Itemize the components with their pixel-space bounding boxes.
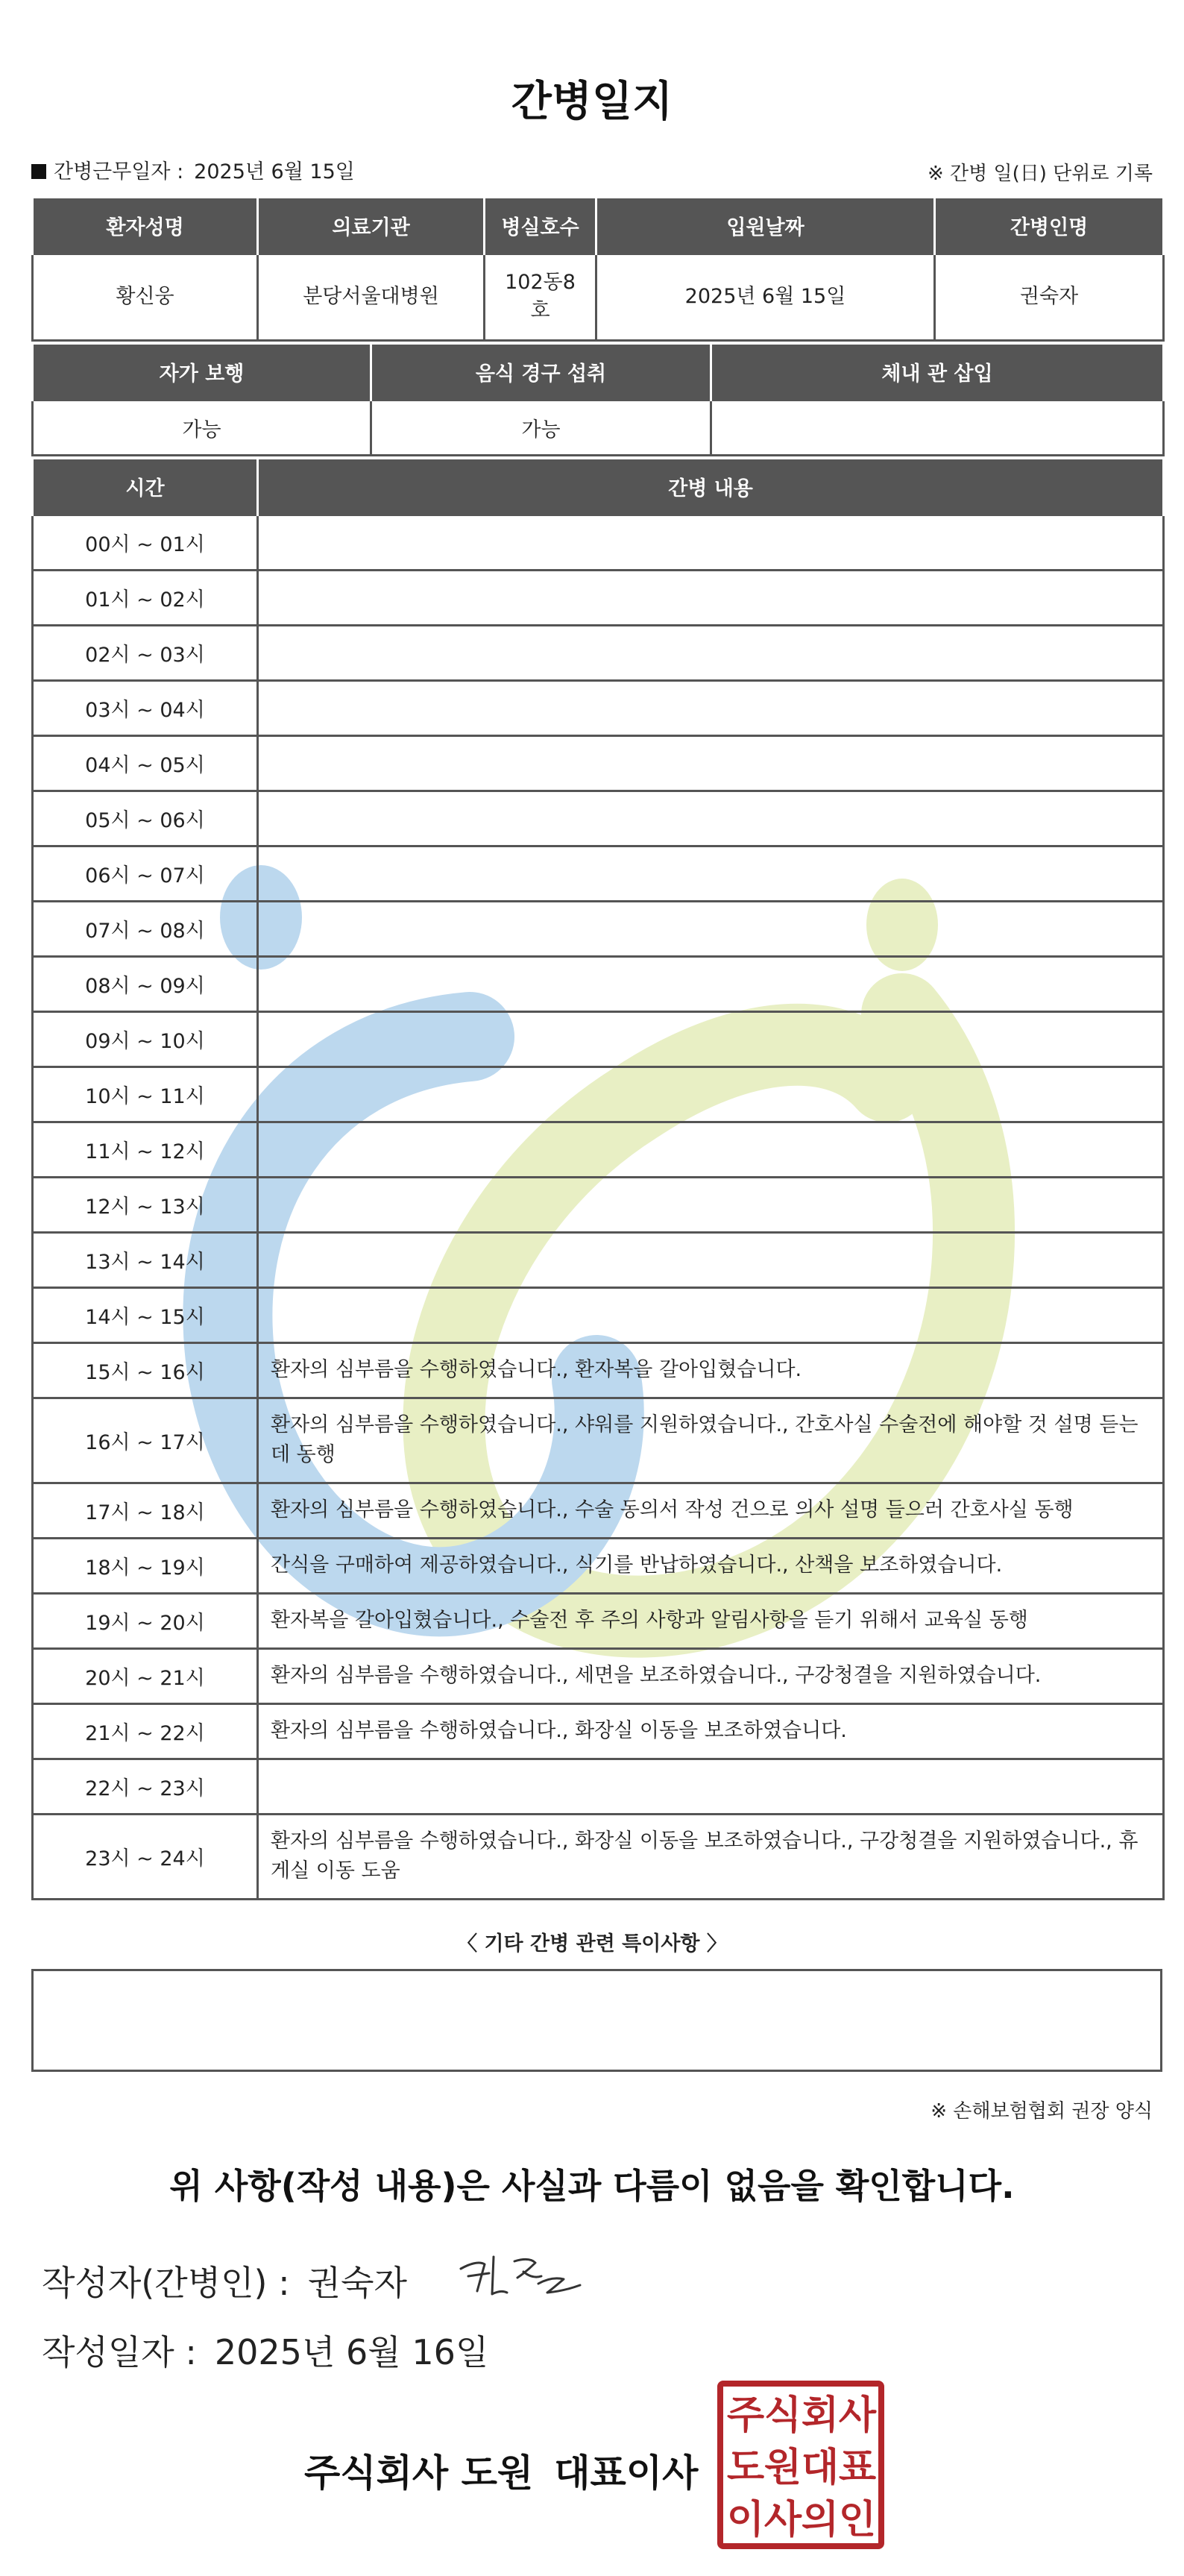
oral-intake-status: 가능	[371, 400, 711, 455]
time-slot: 12시 ~ 13시	[33, 1177, 258, 1232]
svg-text:식: 식	[763, 2393, 802, 2438]
tube-status	[711, 400, 1164, 455]
time-slot: 08시 ~ 09시	[33, 956, 258, 1011]
time-slot: 01시 ~ 02시	[33, 570, 258, 625]
header-room: 병실호수	[485, 198, 596, 254]
svg-text:의: 의	[801, 2498, 840, 2542]
time-slot: 20시 ~ 21시	[33, 1648, 258, 1703]
header-walking: 자가 보행	[33, 345, 371, 400]
table-row	[33, 846, 1164, 901]
confirmation-statement: 위 사항(작성 내용)은 사실과 다름이 없음을 확인합니다.	[169, 2166, 1015, 2206]
svg-text:회: 회	[801, 2393, 840, 2438]
care-content	[258, 1759, 1164, 1814]
time-slot: 15시 ~ 16시	[33, 1342, 258, 1398]
care-content: 환자복을 갈아입혔습니다., 수술전 후 주의 사항과 알림사항을 듣기 위해서 교육실 동행	[258, 1593, 1164, 1648]
admission-date: 2025년 6월 15일	[596, 254, 935, 340]
form-note: ※ 손해보험협회 권장 양식	[930, 2100, 1153, 2123]
handwritten-signature	[455, 2246, 585, 2306]
header-time: 시간	[33, 459, 258, 515]
care-content	[258, 680, 1164, 735]
table-row	[33, 1398, 1164, 1483]
care-content: 환자의 심부름을 수행하였습니다., 화장실 이동을 보조하였습니다.	[258, 1703, 1164, 1759]
time-slot: 02시 ~ 03시	[33, 625, 258, 680]
table-row	[33, 1342, 1164, 1398]
table-row	[33, 1814, 1164, 1899]
patient-status-table	[31, 345, 1165, 456]
header-hospital: 의료기관	[258, 198, 485, 254]
table-row	[33, 625, 1164, 680]
table-row	[33, 1593, 1164, 1648]
room-number: 102동8호	[485, 254, 596, 340]
time-slot: 00시 ~ 01시	[33, 515, 258, 570]
time-slot: 06시 ~ 07시	[33, 846, 258, 901]
hospital-name: 분당서울대병원	[258, 254, 485, 340]
table-row	[33, 515, 1164, 570]
care-content: 환자의 심부름을 수행하였습니다., 수술 동의서 작성 건으로 의사 설명 들으러 간호사실 동행	[258, 1483, 1164, 1538]
time-slot: 18시 ~ 19시	[33, 1538, 258, 1593]
time-slot: 03시 ~ 04시	[33, 680, 258, 735]
care-content	[258, 846, 1164, 901]
written-date-line	[42, 2325, 488, 2375]
table-row	[33, 1066, 1164, 1122]
table-row	[33, 1538, 1164, 1593]
table-row	[33, 1177, 1164, 1232]
care-content	[258, 1232, 1164, 1287]
table-row	[33, 1011, 1164, 1066]
care-content	[258, 1287, 1164, 1342]
svg-text:사: 사	[763, 2498, 802, 2542]
care-log-table	[31, 459, 1165, 1900]
table-row	[33, 1759, 1164, 1814]
special-notes-title: 〈 기타 간병 관련 특이사항 〉	[457, 1932, 727, 1955]
header-patient-name: 환자성명	[33, 198, 258, 254]
company-name: 주식회사 도원	[304, 2451, 534, 2495]
svg-text:인: 인	[838, 2498, 877, 2542]
care-content	[258, 1011, 1164, 1066]
table-row	[33, 570, 1164, 625]
square-bullet-icon	[31, 164, 46, 179]
special-notes-box	[31, 1969, 1162, 2072]
table-row	[33, 1287, 1164, 1342]
time-slot: 14시 ~ 15시	[33, 1287, 258, 1342]
header-tube: 체내 관 삽입	[711, 345, 1164, 400]
writer-name: 권숙자	[307, 2263, 407, 2303]
table-row	[33, 791, 1164, 846]
writer-label: 작성자(간병인) :	[42, 2263, 290, 2303]
care-log-body	[33, 515, 1164, 1899]
care-content	[258, 1066, 1164, 1122]
table-row	[33, 1648, 1164, 1703]
time-slot: 21시 ~ 22시	[33, 1703, 258, 1759]
svg-text:원: 원	[763, 2445, 802, 2490]
time-slot: 07시 ~ 08시	[33, 901, 258, 956]
svg-text:이: 이	[726, 2498, 765, 2542]
care-content: 환자의 심부름을 수행하였습니다., 환자복을 갈아입혔습니다.	[258, 1342, 1164, 1398]
care-content	[258, 515, 1164, 570]
care-content	[258, 901, 1164, 956]
header-oral-intake: 음식 경구 섭취	[371, 345, 711, 400]
company-line	[304, 2443, 698, 2497]
header-caregiver: 간병인명	[935, 198, 1164, 254]
writer-line	[42, 2256, 407, 2305]
patient-name: 황신웅	[33, 254, 258, 340]
care-content	[258, 1177, 1164, 1232]
table-row	[33, 680, 1164, 735]
time-slot: 09시 ~ 10시	[33, 1011, 258, 1066]
written-date-label: 작성일자 :	[42, 2332, 197, 2372]
care-content	[258, 735, 1164, 791]
care-content	[258, 956, 1164, 1011]
table-row	[33, 1232, 1164, 1287]
care-content	[258, 1122, 1164, 1177]
time-slot: 22시 ~ 23시	[33, 1759, 258, 1814]
care-content	[258, 791, 1164, 846]
work-date	[31, 155, 355, 184]
svg-text:사: 사	[838, 2393, 877, 2438]
unit-note: ※ 간병 일(日) 단위로 기록	[927, 163, 1153, 185]
care-content	[258, 625, 1164, 680]
table-row	[33, 901, 1164, 956]
time-slot: 05시 ~ 06시	[33, 791, 258, 846]
table-row	[33, 1703, 1164, 1759]
header-care-content: 간병 내용	[258, 459, 1164, 515]
time-slot: 19시 ~ 20시	[33, 1593, 258, 1648]
written-date-value: 2025년 6월 16일	[214, 2332, 489, 2372]
patient-info-table	[31, 198, 1165, 342]
caregiver-name: 권숙자	[935, 254, 1164, 340]
header-admission-date: 입원날짜	[596, 198, 935, 254]
care-content: 환자의 심부름을 수행하였습니다., 샤워를 지원하였습니다., 간호사실 수술전에 해야할 것 설명 듣는데 동행	[258, 1398, 1164, 1483]
care-content	[258, 570, 1164, 625]
walking-status: 가능	[33, 400, 371, 455]
time-slot: 11시 ~ 12시	[33, 1122, 258, 1177]
care-content: 환자의 심부름을 수행하였습니다., 화장실 이동을 보조하였습니다., 구강청결을 지원하였습니다., 휴게실 이동 도움	[258, 1814, 1164, 1899]
care-content: 환자의 심부름을 수행하였습니다., 세면을 보조하였습니다., 구강청결을 지원하였습니다.	[258, 1648, 1164, 1703]
time-slot: 10시 ~ 11시	[33, 1066, 258, 1122]
time-slot: 04시 ~ 05시	[33, 735, 258, 791]
company-seal-stamp	[716, 2379, 886, 2551]
page-title: 간병일지	[511, 78, 673, 126]
time-slot: 13시 ~ 14시	[33, 1232, 258, 1287]
svg-text:주: 주	[726, 2393, 765, 2438]
company-ceo-title: 대표이사	[554, 2451, 699, 2495]
time-slot: 16시 ~ 17시	[33, 1398, 258, 1483]
time-slot: 17시 ~ 18시	[33, 1483, 258, 1538]
svg-text:대: 대	[801, 2445, 840, 2490]
work-date-value: 2025년 6월 15일	[194, 160, 355, 183]
table-row	[33, 1483, 1164, 1538]
table-row	[33, 956, 1164, 1011]
table-row	[33, 735, 1164, 791]
care-content: 간식을 구매하여 제공하였습니다., 식기를 반납하였습니다., 산책을 보조하였습니다.	[258, 1538, 1164, 1593]
time-slot: 23시 ~ 24시	[33, 1814, 258, 1899]
svg-text:도: 도	[726, 2445, 765, 2490]
work-date-label: 간병근무일자 :	[54, 160, 184, 183]
svg-text:표: 표	[838, 2445, 877, 2490]
table-row	[33, 1122, 1164, 1177]
